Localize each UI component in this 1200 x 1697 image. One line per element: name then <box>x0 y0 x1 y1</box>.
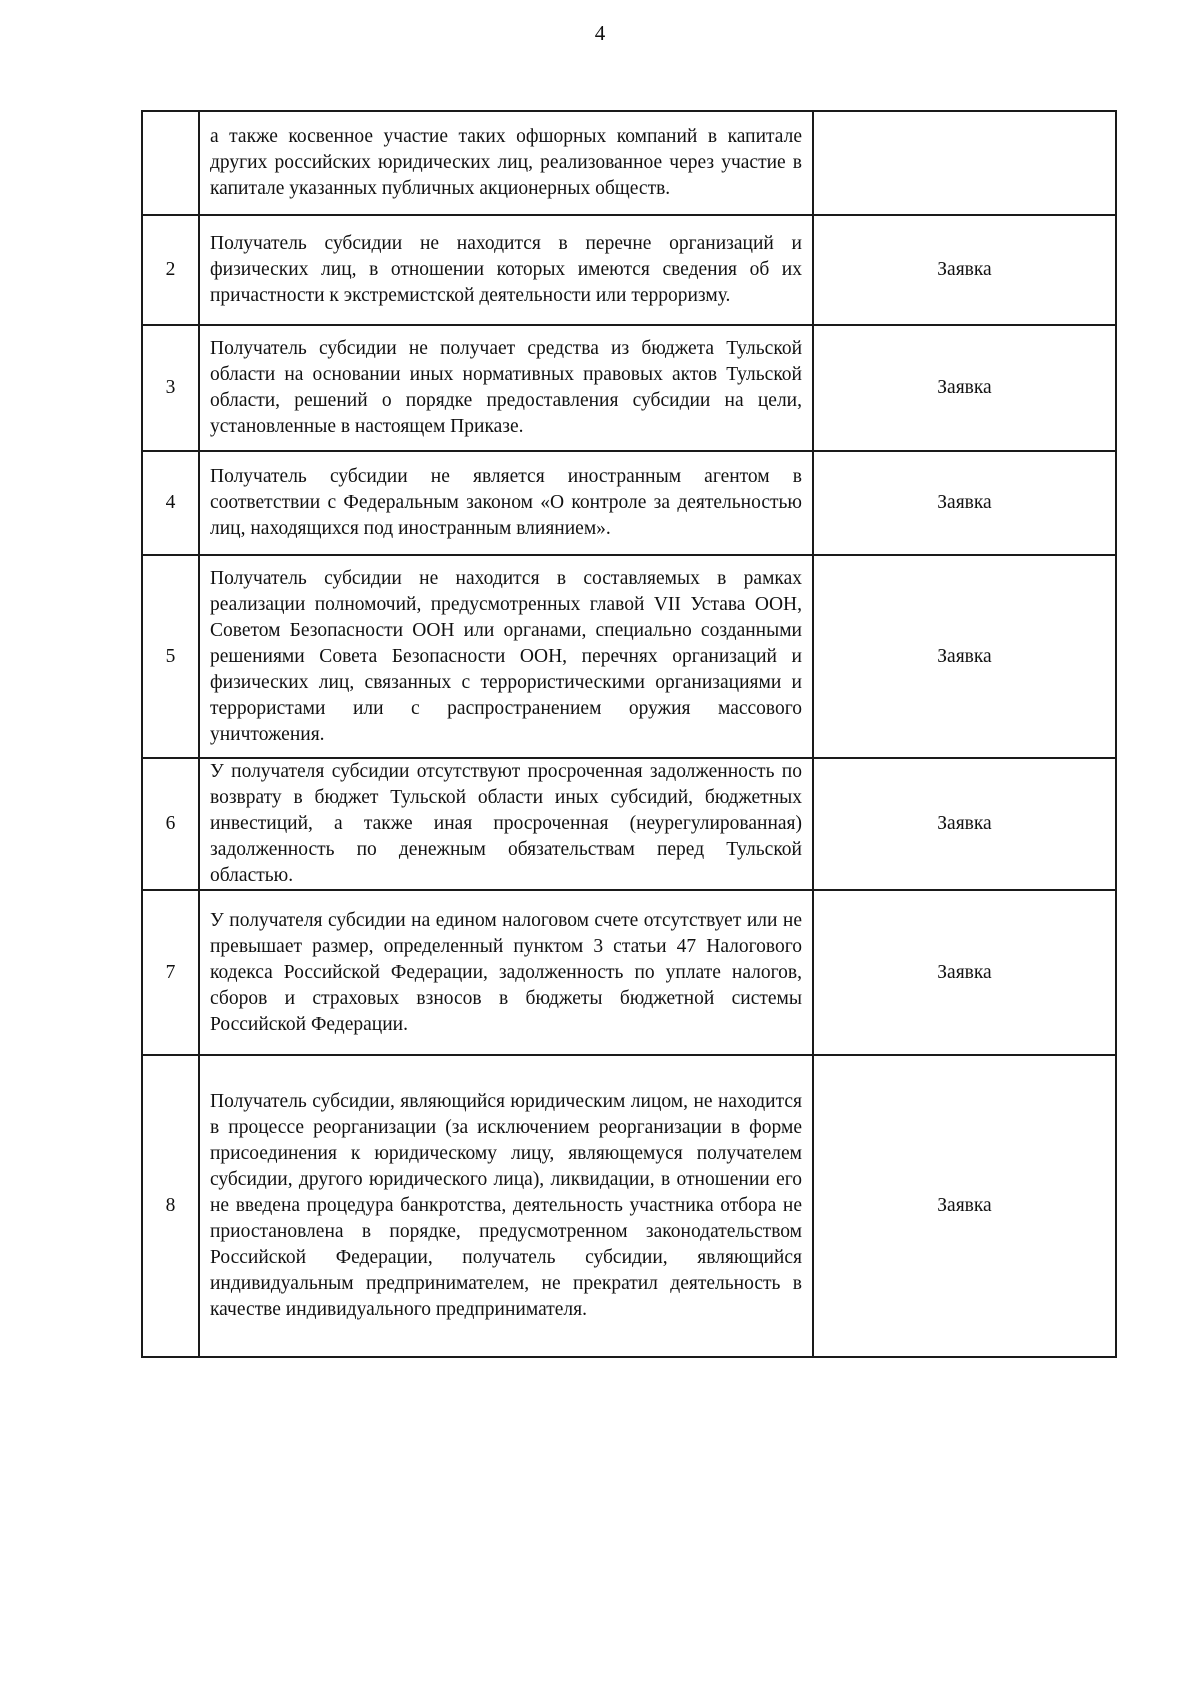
requirement-text: Получатель субсидии, являющийся юридическим лицом, не находится в процессе реорганизации (за исключением реорганизации в форме присоединения к юридическому лицу, являющемуся получателем субсидии, другого юридического лица), ликвидации, в отношении его не введена процедура банкротства, деятельность участника отбора не приостановлена в порядке, предусмотренном законодательством Российской Федерации, получатель субсидии, являющийся индивидуальным предпринимателем, не прекратил деятельность в качестве индивидуального предпринимателя. <box>199 1055 813 1357</box>
row-number: 3 <box>142 325 199 451</box>
page-number: 4 <box>594 21 606 45</box>
row-number: 6 <box>142 758 199 890</box>
requirement-text: Получатель субсидии не находится в составляемых в рамках реализации полномочий, предусмотренных главой VII Устава ООН, Советом Безопасности ООН или органами, специально созданными решениями Совета Безопасности ООН, перечнях организаций и физических лиц, связанных с террористическими организациями и террористами или с распространением оружия массового уничтожения. <box>199 555 813 758</box>
table-row <box>142 451 1116 555</box>
row-number: 8 <box>142 1055 199 1357</box>
table-row <box>142 555 1116 758</box>
row-number: 2 <box>142 215 199 325</box>
requirement-text: У получателя субсидии на едином налоговом счете отсутствует или не превышает размер, определенный пунктом 3 статьи 47 Налогового кодекса Российской Федерации, задолженность по уплате налогов, сборов и страховых взносов в бюджеты бюджетной системы Российской Федерации. <box>199 890 813 1055</box>
requirements-table <box>141 110 1117 1358</box>
requirement-text: Получатель субсидии не является иностранным агентом в соответствии с Федеральным законом «О контроле за деятельностью лиц, находящихся под иностранным влиянием». <box>199 451 813 555</box>
requirement-text: а также косвенное участие таких офшорных компаний в капитале других российских юридических лиц, реализованное через участие в капитале указанных публичных акционерных обществ. <box>199 111 813 215</box>
document-cell: Заявка <box>813 758 1116 890</box>
requirement-text: Получатель субсидии не получает средства из бюджета Тульской области на основании иных нормативных правовых актов Тульской области, решений о порядке предоставления субсидии на цели, установленные в настоящем Приказе. <box>199 325 813 451</box>
document-cell: Заявка <box>813 555 1116 758</box>
row-number: 5 <box>142 555 199 758</box>
table-row <box>142 758 1116 890</box>
document-cell: Заявка <box>813 325 1116 451</box>
document-cell: Заявка <box>813 1055 1116 1357</box>
requirement-text: Получатель субсидии не находится в перечне организаций и физических лиц, в отношении которых имеются сведения об их причастности к экстремистской деятельности или терроризму. <box>199 215 813 325</box>
table-row <box>142 1055 1116 1357</box>
table-row <box>142 890 1116 1055</box>
row-number: 7 <box>142 890 199 1055</box>
row-number <box>142 111 199 215</box>
document-cell: Заявка <box>813 215 1116 325</box>
table-row <box>142 111 1116 215</box>
document-cell <box>813 111 1116 215</box>
row-number: 4 <box>142 451 199 555</box>
document-cell: Заявка <box>813 451 1116 555</box>
requirement-text: У получателя субсидии отсутствуют просроченная задолженность по возврату в бюджет Тульской области иных субсидий, бюджетных инвестиций, а также иная просроченная (неурегулированная) задолженность по денежным обязательствам перед Тульской областью. <box>199 758 813 890</box>
document-cell: Заявка <box>813 890 1116 1055</box>
table-row <box>142 325 1116 451</box>
table-row <box>142 215 1116 325</box>
